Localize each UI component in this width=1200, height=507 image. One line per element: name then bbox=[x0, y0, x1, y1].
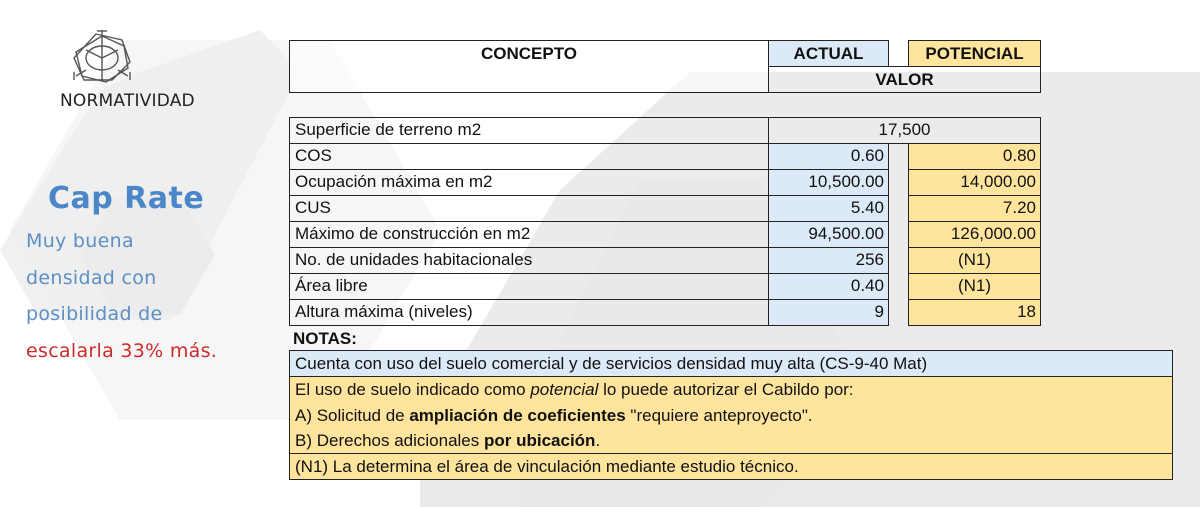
header-actual: ACTUAL bbox=[768, 40, 889, 67]
row-label: Altura máxima (niveles) bbox=[289, 299, 769, 326]
cap-rate-text-line-1: Muy buena bbox=[26, 230, 134, 252]
row-label: Ocupación máxima en m2 bbox=[289, 169, 769, 196]
potential-value: 14,000.00 bbox=[908, 169, 1041, 196]
potential-value: (N1) bbox=[908, 273, 1041, 300]
cap-rate-title: Cap Rate bbox=[48, 181, 205, 216]
actual-value: 9 bbox=[768, 299, 889, 326]
note-bold: por ubicación bbox=[483, 431, 596, 450]
row-label-land-area: Superficie de terreno m2 bbox=[289, 117, 769, 144]
row-label: CUS bbox=[289, 195, 769, 222]
land-area-value: 17,500 bbox=[768, 117, 1041, 144]
actual-value: 0.40 bbox=[768, 273, 889, 300]
note-land-use bbox=[289, 350, 1173, 377]
note-option-b bbox=[295, 428, 1172, 454]
potential-value: 0.80 bbox=[908, 143, 1041, 170]
note-text: B) Derechos adicionales bbox=[295, 431, 484, 450]
note-option-a bbox=[295, 403, 1172, 429]
header-potential: POTENCIAL bbox=[908, 40, 1041, 67]
actual-value: 5.40 bbox=[768, 195, 889, 222]
header-concept: CONCEPTO bbox=[289, 40, 769, 93]
actual-value: 256 bbox=[768, 247, 889, 274]
notes-title: NOTAS: bbox=[293, 329, 357, 348]
cap-rate-highlight: escalarla 33% más. bbox=[26, 340, 218, 362]
actual-value: 10,500.00 bbox=[768, 169, 889, 196]
actual-value: 94,500.00 bbox=[768, 221, 889, 248]
note-text: A) Solicitud de bbox=[295, 405, 410, 425]
section-label: NORMATIVIDAD bbox=[60, 91, 195, 111]
potential-value: 7.20 bbox=[908, 195, 1041, 222]
note-bold: ampliación de coeficientes bbox=[409, 405, 626, 425]
actual-value: 0.60 bbox=[768, 143, 889, 170]
note-potential-block bbox=[289, 376, 1173, 454]
cap-rate-text-line-2: densidad con bbox=[26, 267, 157, 289]
note-text: "requiere anteproyecto". bbox=[625, 405, 813, 425]
potential-value: 126,000.00 bbox=[908, 221, 1041, 248]
note-text: . bbox=[595, 431, 601, 450]
potential-value: (N1) bbox=[908, 247, 1041, 274]
hexagon-cube-icon bbox=[66, 28, 138, 86]
row-label: Máximo de construcción en m2 bbox=[289, 221, 769, 248]
potential-value: 18 bbox=[908, 299, 1041, 326]
note-n1 bbox=[289, 453, 1173, 480]
note-italic: potencial bbox=[530, 380, 599, 399]
note-land-use-text: Cuenta con uso del suelo comercial y de servicios densidad muy alta (CS-9-40 Mat) bbox=[295, 354, 928, 373]
row-label: No. de unidades habitacionales bbox=[289, 247, 769, 274]
note-n1-text: (N1) La determina el área de vinculación mediante estudio técnico. bbox=[295, 457, 799, 476]
note-text: lo puede autorizar el Cabildo por: bbox=[598, 380, 854, 399]
row-label: COS bbox=[289, 143, 769, 170]
note-potential-intro bbox=[295, 377, 1172, 403]
row-label: Área libre bbox=[289, 273, 769, 300]
header-value: VALOR bbox=[768, 66, 1041, 93]
cap-rate-text-line-3: posibilidad de bbox=[26, 303, 163, 325]
note-text: El uso de suelo indicado como bbox=[295, 380, 531, 399]
